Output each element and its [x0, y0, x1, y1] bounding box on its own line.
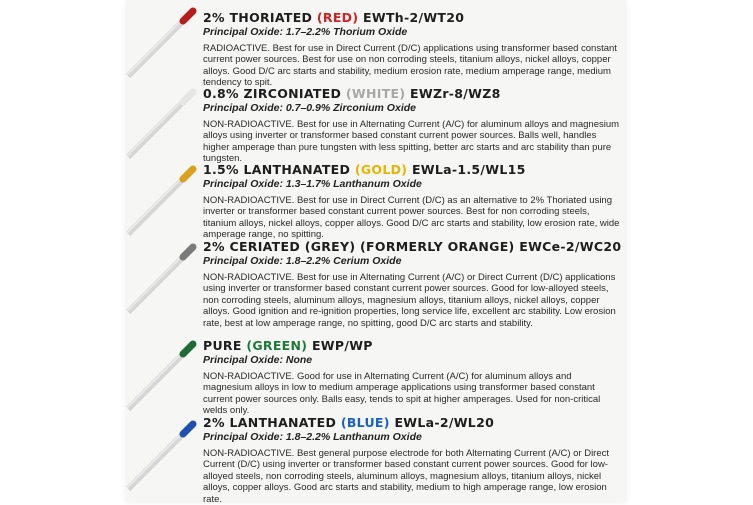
entry-description: NON-RADIOACTIVE. Best for use in Direct Current (D/C) as an alternative to 2% Thoriated using inverter or transformer based constant current power sources. Best for non corroding steels, titanium alloys, nickel alloys, copper alloys. Good D/C arc starts and stability, low erosion rate, wide amperage range, no spitting.: [203, 195, 620, 241]
grey-rod-tip: [183, 247, 193, 257]
entry-oxide: Principal Oxide: None: [203, 354, 313, 366]
entry-oxide: Principal Oxide: 1.7–2.2% Thorium Oxide: [203, 26, 408, 38]
entry-color-word: (BLUE): [340, 415, 390, 430]
entry-name: ZIRCONIATED: [243, 86, 342, 101]
entry-name: THORIATED: [229, 10, 313, 25]
gold-rod-tip: [183, 169, 193, 179]
entry-code: EWTh-2/WT20: [363, 10, 465, 25]
entry-description: NON-RADIOACTIVE. Good for use in Alternating Current (A/C) for aluminum alloys and magnesium alloys in low to medium amperage applications using transformer based constant current power sources only. Balls easy, tends to spit at higher amperages. Used for non-critical welds only.: [203, 371, 601, 417]
white-rod-tip: [183, 92, 193, 102]
entry-oxide: Principal Oxide: 1.8–2.2% Lanthanum Oxide: [203, 431, 422, 443]
entry-oxide: Principal Oxide: 1.8–2.2% Cerium Oxide: [203, 255, 402, 267]
red-rod-tip: [183, 11, 193, 21]
entry-pure: [203, 338, 623, 417]
entry-thoriated: [203, 10, 623, 89]
entry-heading: [203, 338, 623, 353]
entry-lanthanated-gold: [203, 162, 623, 241]
entry-heading: [203, 239, 623, 254]
entry-name: CERIATED: [229, 239, 301, 254]
entry-description: NON-RADIOACTIVE. Best for use in Alternating Current (A/C) for aluminum alloys and magnesium alloys using inverter or transformer based constant current power sources. Balls well, handles higher amperage than pure tungsten with less spitting, better arc starts and arc stability than pure tungsten.: [203, 119, 620, 165]
entry-code: EWCe-2/WC20: [519, 239, 622, 254]
entry-description: NON-RADIOACTIVE. Best general purpose electrode for both Alternating Current (A/C) or Direct Current (D/C) using inverter or transformer based constant current power sources. Good for low-alloyed steels, non corroding steels, aluminum alloys, magnesium alloys, titanium alloys, nickel alloys, copper alloys. Good arc starts and stability, medium to high amperage range, low erosion rate.: [203, 448, 610, 505]
entry-zirconiated: [203, 86, 623, 165]
entry-percent: 1.5%: [203, 162, 239, 177]
blue-rod-tip: [183, 424, 193, 434]
entry-description: RADIOACTIVE. Best for use in Direct Current (D/C) applications using transformer based constant current power sources. Best for use on non corroding steels, titanium alloys, nickel alloys, copper alloys. Good D/C arc starts and stability, medium erosion rate, medium amperage range, medium tendency to spit.: [203, 43, 617, 89]
entry-code: EWZr-8/WZ8: [410, 86, 501, 101]
entry-color-word: (GREY) (FORMERLY ORANGE): [304, 239, 515, 254]
entry-name: LANTHANATED: [243, 162, 351, 177]
entry-percent: 2%: [203, 10, 225, 25]
entry-heading: [203, 86, 623, 101]
electrode-rods: [126, 0, 201, 502]
entry-color-word: (RED): [316, 10, 359, 25]
entry-oxide: Principal Oxide: 1.3–1.7% Lanthanum Oxide: [203, 178, 422, 190]
entry-heading: [203, 162, 623, 177]
entry-percent: 2%: [203, 239, 225, 254]
entry-name: LANTHANATED: [229, 415, 337, 430]
entry-color-word: (GOLD): [354, 162, 408, 177]
entry-color-word: (WHITE): [345, 86, 406, 101]
entry-heading: [203, 10, 623, 25]
entry-oxide: Principal Oxide: 0.7–0.9% Zirconium Oxide: [203, 102, 416, 114]
entry-code: EWP/WP: [311, 338, 373, 353]
green-rod-tip: [183, 344, 193, 354]
entry-color-word: (GREEN): [246, 338, 308, 353]
entry-percent: 2%: [203, 415, 225, 430]
entry-ceriated: [203, 239, 623, 329]
entry-percent: 0.8%: [203, 86, 239, 101]
entry-code: EWLa-2/WL20: [394, 415, 495, 430]
entry-percent: PURE: [203, 338, 242, 353]
entry-lanthanated-blue: [203, 415, 623, 505]
entry-heading: [203, 415, 623, 430]
entry-code: EWLa-1.5/WL15: [411, 162, 526, 177]
entry-description: NON-RADIOACTIVE. Best for use in Alternating Current (A/C) or Direct Current (D/C) applications using inverter or transformer based constant current power sources. Good for low-alloyed steels, non corroding steels, aluminum alloys, magnesium alloys, titanium alloys, nickel alloys, copper alloys. Good ignition and re-ignition properties, long service life, excellent arc stability. Low erosion rate, best at low amperage range, no spitting, good D/C arc starts and stability.: [203, 272, 616, 329]
